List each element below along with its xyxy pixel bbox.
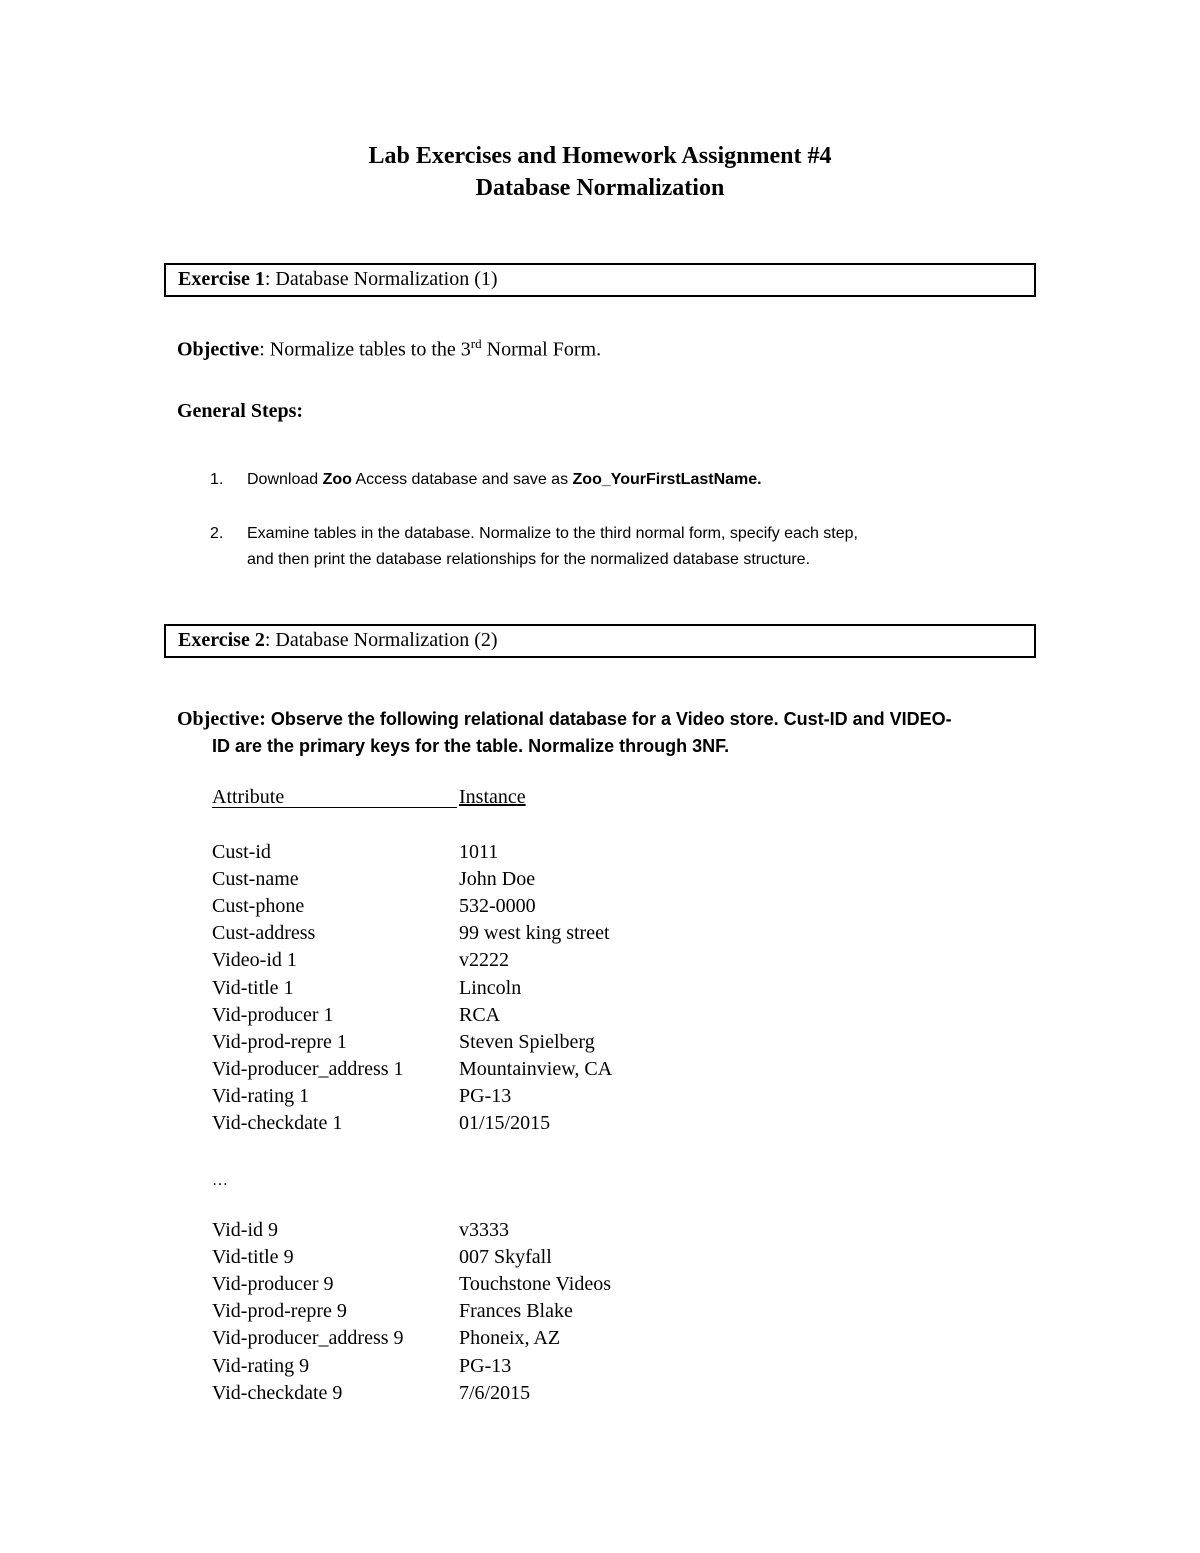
attribute-cell: Vid-rating 1 bbox=[212, 1084, 310, 1107]
objective-2-label: Objective: bbox=[177, 708, 266, 730]
instance-cell: Steven Spielberg bbox=[459, 1030, 595, 1053]
step-1-part: Download bbox=[247, 471, 323, 488]
exercise-1-heading bbox=[178, 268, 498, 291]
step-1-period: . bbox=[757, 471, 762, 488]
step-2-line-1: Examine tables in the database. Normalize to the third normal form, specify each step, bbox=[247, 525, 858, 542]
exercise-2-heading bbox=[178, 629, 498, 652]
exercise-2-title: : Database Normalization (2) bbox=[264, 629, 498, 651]
attribute-cell: Vid-rating 9 bbox=[212, 1354, 310, 1377]
page-title: Lab Exercises and Homework Assignment #4 bbox=[368, 143, 832, 169]
instance-cell: PG-13 bbox=[459, 1084, 512, 1107]
step-1-number: 1. bbox=[210, 471, 224, 488]
attribute-cell: Vid-checkdate 1 bbox=[212, 1112, 343, 1134]
instance-cell: 01/15/2015 bbox=[459, 1112, 551, 1134]
step-1-text bbox=[247, 471, 762, 489]
objective-text-post: Normal Form. bbox=[481, 338, 602, 361]
attribute-cell: Vid-prod-repre 9 bbox=[212, 1300, 347, 1323]
objective-label: Objective bbox=[177, 338, 260, 361]
instance-cell: John Doe bbox=[459, 868, 536, 891]
objective-text-pre: : Normalize tables to the 3 bbox=[259, 338, 471, 361]
objective-2-text-1: Observe the following relational database for a Video store. Cust-ID and VIDEO- bbox=[265, 709, 952, 729]
instance-cell: v2222 bbox=[459, 949, 509, 972]
step-1-db-name: Zoo bbox=[322, 471, 352, 488]
attribute-cell: Vid-title 1 bbox=[212, 976, 294, 999]
instance-cell: Lincoln bbox=[459, 976, 522, 999]
attribute-cell: Vid-title 9 bbox=[212, 1246, 294, 1269]
attribute-cell: Vid-checkdate 9 bbox=[212, 1381, 343, 1404]
instance-cell: 7/6/2015 bbox=[459, 1381, 531, 1404]
attribute-cell: Cust-address bbox=[212, 922, 316, 945]
attribute-cell: Cust-name bbox=[212, 868, 299, 891]
exercise-2-header-box bbox=[164, 624, 1036, 658]
instance-cell: RCA bbox=[459, 1003, 501, 1026]
instance-cell: 99 west king street bbox=[459, 922, 610, 945]
step-2-number: 2. bbox=[210, 525, 224, 542]
instance-column-header: Instance bbox=[459, 786, 526, 808]
step-1-file-name: Zoo_YourFirstLastName bbox=[572, 471, 758, 488]
attribute-cell: Vid-prod-repre 1 bbox=[212, 1030, 347, 1053]
attribute-cell: Vid-producer 1 bbox=[212, 1003, 334, 1026]
exercise-1-title: : Database Normalization (1) bbox=[264, 268, 498, 290]
instance-cell: Phoneix, AZ bbox=[459, 1327, 561, 1350]
attribute-cell: Cust-phone bbox=[212, 895, 305, 918]
exercise-1-objective bbox=[177, 336, 601, 362]
instance-cell: PG-13 bbox=[459, 1354, 512, 1377]
exercise-2-objective-line-1 bbox=[177, 708, 952, 731]
instance-cell: 1011 bbox=[459, 841, 499, 863]
instance-cell: 007 Skyfall bbox=[459, 1246, 552, 1269]
exercise-2-objective-line-2: ID are the primary keys for the table. Normalize through 3NF. bbox=[212, 736, 730, 756]
attribute-cell: Cust-id bbox=[212, 841, 271, 863]
attribute-column-header bbox=[212, 786, 457, 809]
general-steps-heading: General Steps: bbox=[177, 400, 304, 422]
exercise-2-label: Exercise 2 bbox=[178, 629, 265, 651]
attribute-cell: Vid-producer_address 1 bbox=[212, 1057, 404, 1080]
attribute-cell: Vid-producer_address 9 bbox=[212, 1327, 404, 1350]
instance-cell: 532-0000 bbox=[459, 895, 536, 918]
page-subtitle: Database Normalization bbox=[475, 175, 725, 201]
attribute-cell: Vid-producer 9 bbox=[212, 1273, 334, 1296]
attribute-cell: Video-id 1 bbox=[212, 949, 297, 972]
exercise-1-header-box bbox=[164, 263, 1036, 297]
attribute-header-text: Attribute bbox=[212, 787, 457, 808]
exercise-1-label: Exercise 1 bbox=[178, 268, 265, 290]
instance-cell: Touchstone Videos bbox=[459, 1273, 612, 1296]
instance-cell: Frances Blake bbox=[459, 1300, 573, 1323]
step-2-line-2: and then print the database relationships for the normalized database structure. bbox=[247, 551, 811, 568]
objective-superscript: rd bbox=[470, 336, 482, 351]
instance-cell: v3333 bbox=[459, 1219, 509, 1241]
instance-cell: Mountainview, CA bbox=[459, 1057, 613, 1080]
ellipsis: … bbox=[212, 1172, 228, 1189]
step-1-part: Access database and save as bbox=[351, 471, 573, 488]
attribute-cell: Vid-id 9 bbox=[212, 1219, 279, 1241]
